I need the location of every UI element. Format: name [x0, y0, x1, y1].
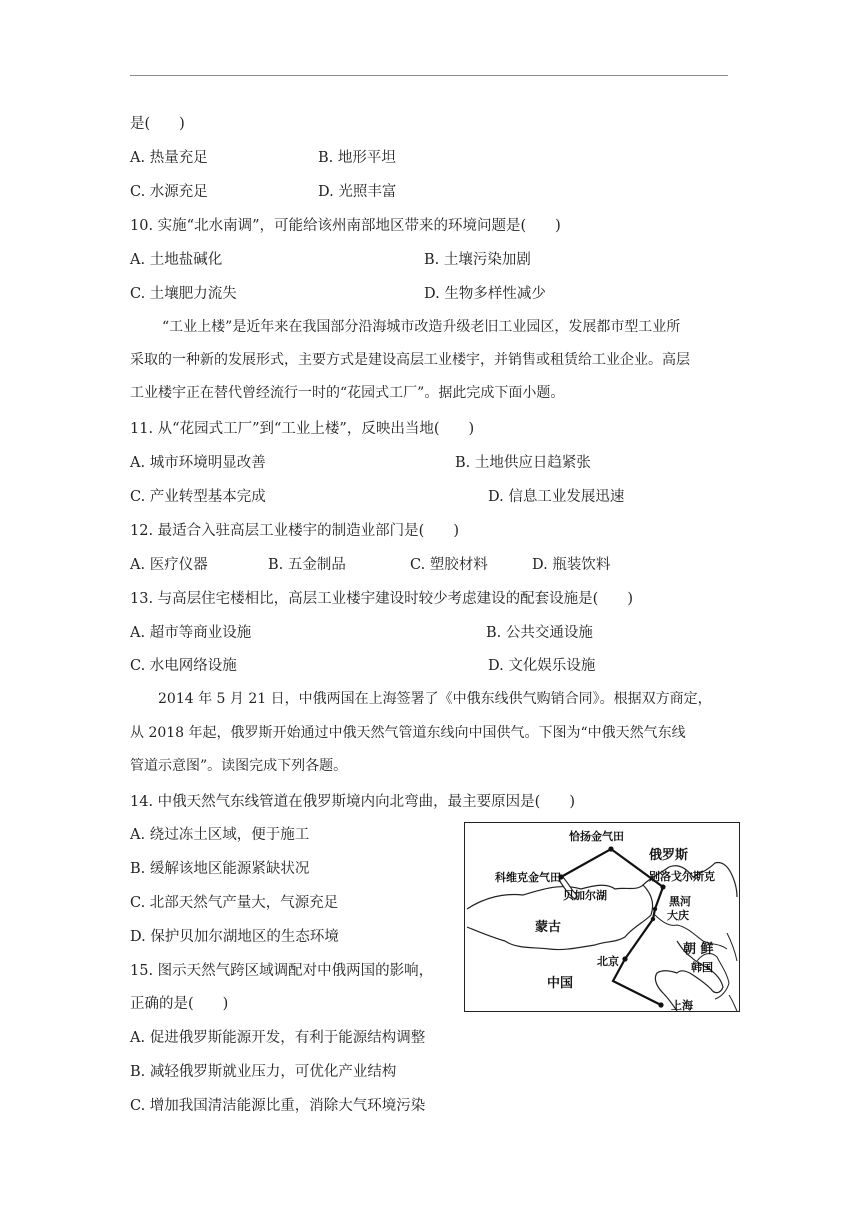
- pipeline-map-svg: [465, 823, 739, 1011]
- label-north-korea: 朝 鲜: [683, 942, 714, 957]
- label-kovykta: 科维克金气田: [495, 871, 561, 884]
- passage1-line3: 工业楼宇正在替代曾经流行一时的“花园式工厂”。据此完成下面小题。: [130, 385, 565, 401]
- node-heihe: [653, 907, 657, 911]
- q15-option-b: B. 减轻俄罗斯就业压力，可优化产业结构: [130, 1064, 397, 1080]
- q10-stem: 10. 实施“北水南调”，可能给该州南部地区带来的环境问题是( ): [130, 218, 561, 234]
- q14-option-b: B. 缓解该地区能源紧缺状况: [130, 861, 310, 877]
- passage2-line1: 2014 年 5 月 21 日，中俄两国在上海签署了《中俄东线供气购销合同》。根据双方商定，: [158, 691, 712, 707]
- label-shanghai: 上海: [671, 999, 693, 1011]
- q9-option-a: A. 热量充足: [130, 150, 208, 166]
- q12-option-a: A. 医疗仪器: [130, 557, 208, 573]
- q10-option-c: C. 土壤肥力流失: [130, 286, 237, 302]
- q9-option-c: C. 水源充足: [130, 184, 208, 200]
- q13-option-d: D. 文化娱乐设施: [488, 658, 596, 674]
- passage1-line2: 采取的一种新的发展形式，主要方式是建设高层工业楼宇，并销售或租赁给工业企业。高层: [130, 352, 690, 368]
- q15-stem-line2: 正确的是( ): [130, 996, 229, 1012]
- label-daqing: 大庆: [667, 909, 689, 922]
- q11-option-a: A. 城市环境明显改善: [130, 455, 266, 471]
- pipeline-map: [464, 822, 740, 1012]
- label-baikal: 贝加尔湖: [563, 889, 607, 902]
- q12-stem: 12. 最适合入驻高层工业楼宇的制造业部门是( ): [130, 523, 459, 539]
- node-beijing: [622, 956, 627, 961]
- node-daqing: [651, 917, 655, 921]
- mongolia-border: [467, 885, 653, 950]
- q9-option-b: B. 地形平坦: [318, 150, 396, 166]
- node-chayanda: [608, 846, 613, 851]
- q14-option-a: A. 绕过冻土区域，便于施工: [130, 827, 310, 843]
- node-blagoveshchensk: [660, 884, 665, 889]
- q12-option-d: D. 瓶装饮料: [532, 557, 611, 573]
- label-chayanda: 恰扬金气田: [569, 830, 624, 843]
- q15-stem-line1: 15. 图示天然气跨区域调配对中俄两国的影响，: [130, 963, 434, 979]
- q11-option-b: B. 土地供应日趋紧张: [455, 455, 591, 471]
- label-russia: 俄罗斯: [649, 848, 689, 863]
- label-china: 中国: [547, 976, 574, 991]
- label-beijing: 北京: [597, 955, 619, 968]
- q13-option-b: B. 公共交通设施: [486, 625, 593, 641]
- q10-option-d: D. 生物多样性减少: [424, 286, 546, 302]
- passage2-line3: 管道示意图”。读图完成下列各题。: [130, 758, 348, 774]
- q13-option-a: A. 超市等商业设施: [130, 625, 252, 641]
- q10-option-a: A. 土地盐碱化: [130, 252, 223, 268]
- label-south-korea: 韩国: [691, 961, 713, 974]
- q13-stem: 13. 与高层住宅楼相比，高层工业楼宇建设时较少考虑建设的配套设施是( ): [130, 591, 633, 607]
- q11-option-c: C. 产业转型基本完成: [130, 489, 266, 505]
- label-heihe: 黑河: [669, 895, 691, 908]
- pipeline-route: [561, 849, 663, 1005]
- q11-stem: 11. 从“花园式工厂”到“工业上楼”，反映出当地( ): [130, 421, 475, 437]
- passage2-line2: 从 2018 年起，俄罗斯开始通过中俄天然气管道东线向中国供气。下图为“中俄天然气东线: [130, 725, 686, 741]
- q12-option-b: B. 五金制品: [268, 557, 346, 573]
- header-rule: [130, 75, 728, 76]
- q11-option-d: D. 信息工业发展迅速: [488, 489, 625, 505]
- q9-option-d: D. 光照丰富: [318, 184, 397, 200]
- q14-option-c: C. 北部天然气产量大，气源充足: [130, 895, 339, 911]
- node-shanghai: [658, 1002, 663, 1007]
- q15-option-c: C. 增加我国清洁能源比重，消除大气环境污染: [130, 1098, 426, 1114]
- q14-stem: 14. 中俄天然气东线管道在俄罗斯境内向北弯曲，最主要原因是( ): [130, 794, 575, 810]
- q13-option-c: C. 水电网络设施: [130, 658, 237, 674]
- q15-option-a: A. 促进俄罗斯能源开发，有利于能源结构调整: [130, 1030, 426, 1046]
- q14-option-d: D. 保护贝加尔湖地区的生态环境: [130, 929, 339, 945]
- q12-option-c: C. 塑胶材料: [410, 557, 488, 573]
- q10-option-b: B. 土壤污染加剧: [424, 252, 531, 268]
- japan-outline: [727, 933, 737, 1011]
- label-mongolia: 蒙古: [535, 920, 562, 935]
- q9-stem-tail: 是( ): [130, 116, 185, 132]
- label-blagoveshchensk: 别洛戈尔斯克: [649, 870, 715, 883]
- passage1-line1: “工业上楼”是近年来在我国部分沿海城市改造升级老旧工业园区，发展都市型工业所: [162, 319, 681, 335]
